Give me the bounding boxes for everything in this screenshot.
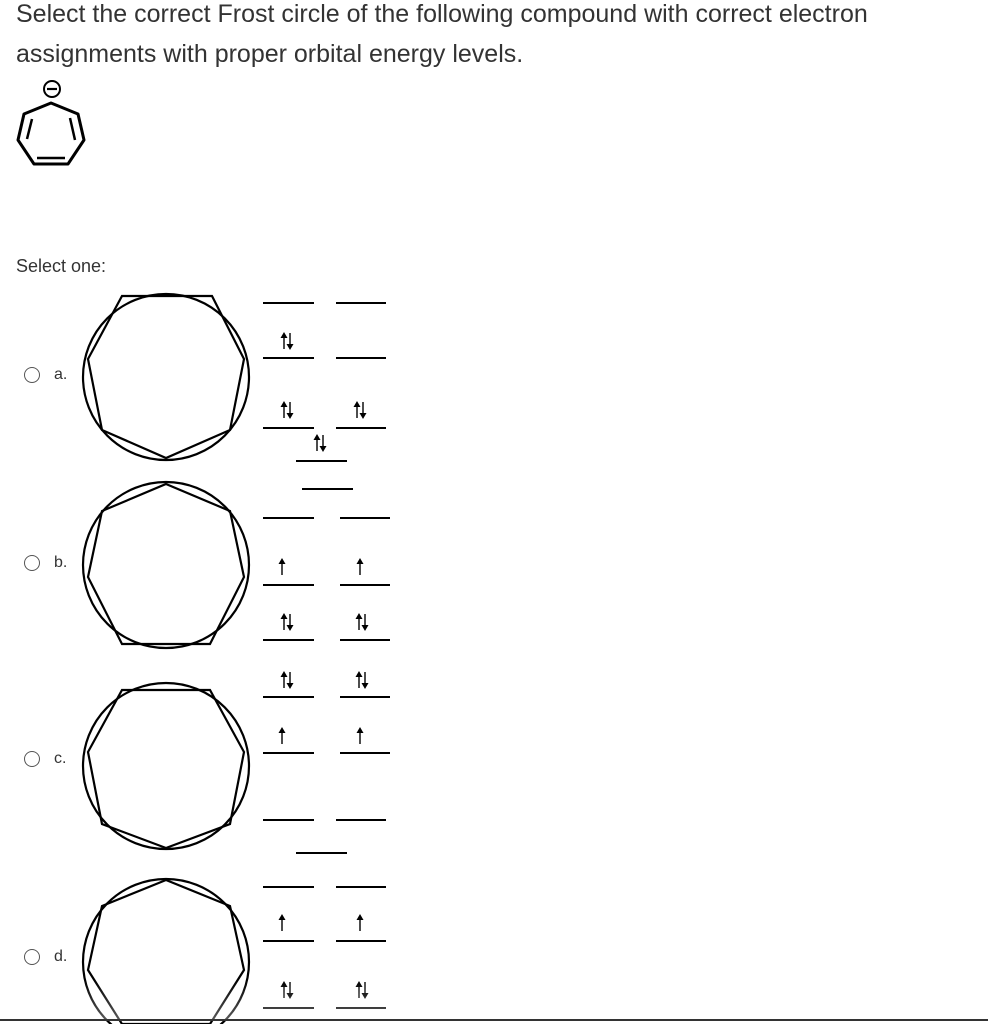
electrons-b <box>279 558 369 631</box>
frost-circle-b <box>83 482 249 648</box>
frost-circle-a <box>83 294 249 460</box>
question-text: Select the correct Frost circle of the following compound with correct electron assignments with proper orbital energy levels. <box>16 0 868 68</box>
option-b-label: b. <box>54 554 68 571</box>
electrons-a <box>281 332 367 452</box>
energy-diagram-c <box>263 697 390 853</box>
bottom-border <box>0 1019 988 1021</box>
option-a-label: a. <box>54 366 68 383</box>
option-c-label: c. <box>54 750 67 767</box>
electrons-c <box>279 671 369 744</box>
select-one-label: Select one: <box>16 256 107 276</box>
energy-diagram-d <box>263 887 386 1008</box>
option-d-label: d. <box>54 948 68 965</box>
electrons-d <box>279 914 369 999</box>
energy-diagram-a <box>263 303 386 461</box>
frost-circle-d <box>83 879 249 1024</box>
frost-circle-c <box>83 683 249 849</box>
